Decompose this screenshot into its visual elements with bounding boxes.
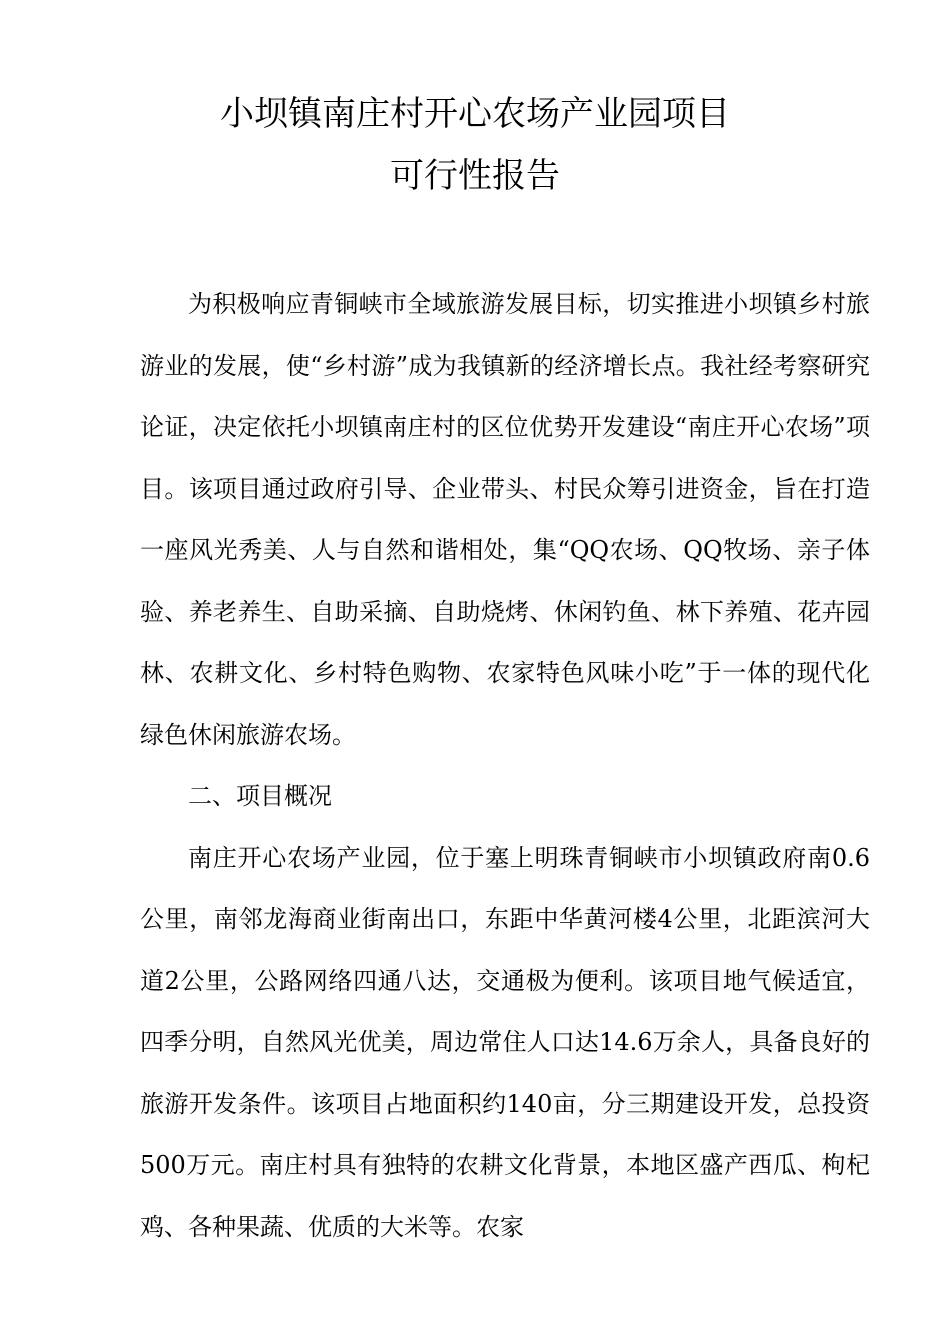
section-heading-overview: 二、项目概况	[188, 782, 332, 810]
document-body	[140, 274, 870, 1258]
paragraph-overview: 南庄开心农场产业园，位于塞上明珠青铜峡市小坝镇政府南0.6公里，南邻龙海商业街南出口，东距中华黄河楼4公里，北距滨河大道2公里，公路网络四通八达，交通极为便利。该项目地气候适宜，四季分明，自然风光优美，周边常住人口达14.6万余人，具备良好的旅游开发条件。该项目占地面积约140亩，分三期建设开发，总投资500万元。南庄村具有独特的农耕文化背景，本地区盛产西瓜、枸杞鸡、各种果蔬、优质的大米等。农家	[140, 843, 870, 1241]
paragraph-intro: 为积极响应青铜峡市全域旅游发展目标，切实推进小坝镇乡村旅游业的发展，使“乡村游”成为我镇新的经济增长点。我社经考察研究论证，决定依托小坝镇南庄村的区位优势开发建设“南庄开心农场”项目。该项目通过政府引导、企业带头、村民众筹引进资金，旨在打造一座风光秀美、人与自然和谐相处，集“QQ农场、QQ牧场、亲子体验、养老养生、自助采摘、自助烧烤、休闲钓鱼、林下养殖、花卉园林、农耕文化、乡村特色购物、农家特色风味小吃”于一体的现代化绿色休闲旅游农场。	[140, 290, 870, 749]
document-title: 小坝镇南庄村开心农场产业园项目	[220, 94, 730, 134]
document-subtitle: 可行性报告	[390, 156, 560, 196]
